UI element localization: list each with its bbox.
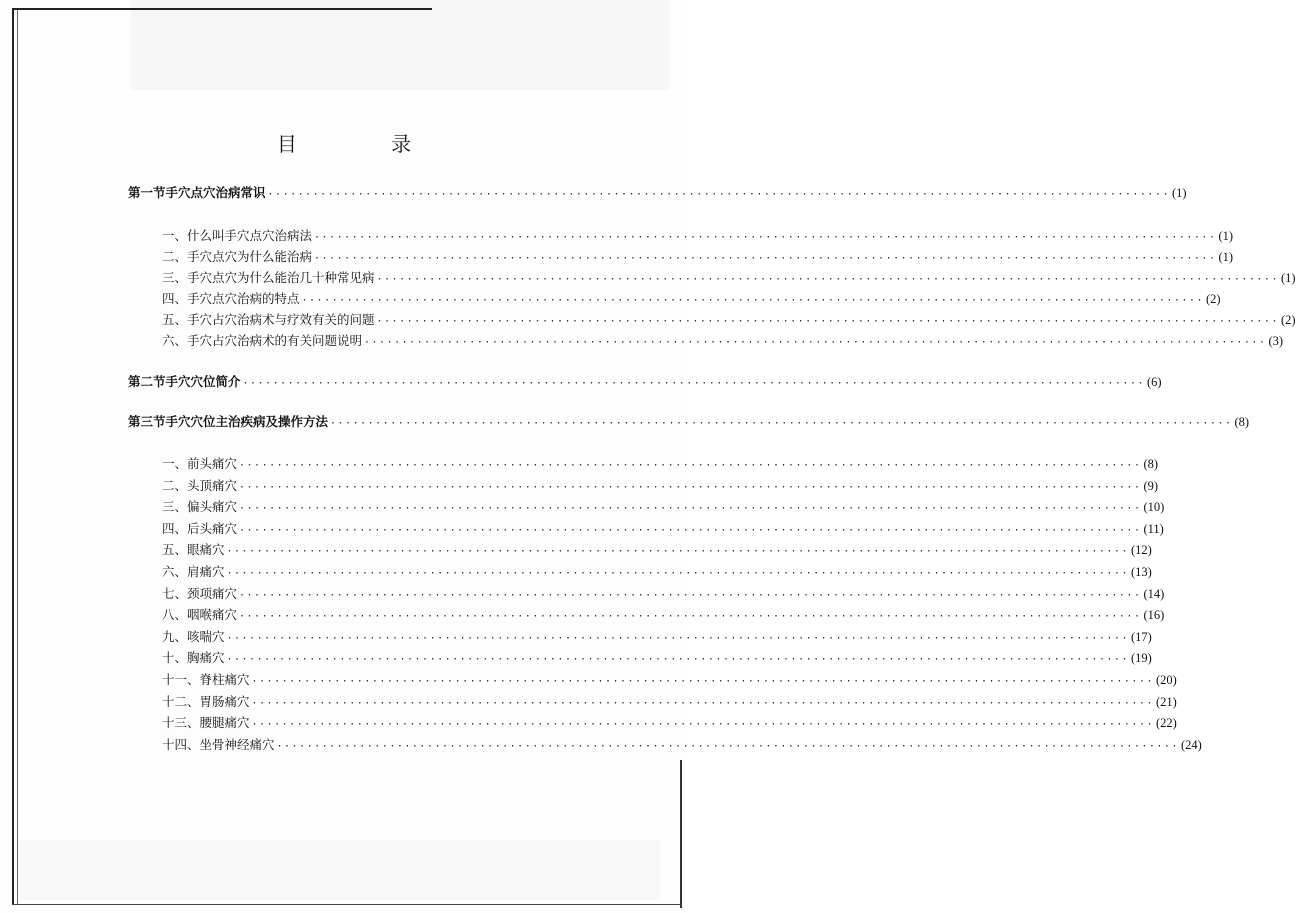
toc-entry-title: 二、手穴点穴为什么能治病 [162,249,313,264]
toc-entry[interactable] [162,477,1159,496]
dot-leader: ························································································································ [276,740,1179,752]
toc-entry[interactable] [162,228,1234,246]
toc-page-number: (16) [1143,608,1165,623]
toc-page-number: (8) [1143,457,1159,471]
toc-entry[interactable] [162,650,1152,668]
dot-leader: ························································································································ [314,253,1217,264]
toc-page-number: (14) [1143,586,1165,601]
dot-leader: ························································································································ [364,337,1267,348]
toc-entry-title: 七、颈项痛穴 [162,585,238,601]
dot-leader: ························································································································ [251,719,1154,731]
dot-leader: ························································································································ [239,611,1142,623]
toc-page-number: (11) [1143,521,1164,536]
dot-leader: ························································································································ [251,697,1154,709]
dot-leader: ························································································································ [376,274,1279,285]
toc-page-number: (2) [1280,313,1296,327]
dot-leader: ························································································································ [376,316,1279,327]
toc-entry[interactable] [162,672,1177,690]
dot-leader: ························································································································ [226,568,1129,579]
toc-entry-title: 十四、坐骨神经痛穴 [162,736,275,752]
toc-entry-title: 手穴穴位简介 [165,374,241,389]
toc-entry-title: 十三、腰腿痛穴 [162,715,250,731]
dot-leader: ························································································································ [239,503,1142,515]
toc-entry-title: 五、手穴占穴治病术与疗效有关的问题 [162,312,375,327]
toc-entry-title: 一、前头痛穴 [162,456,238,471]
toc-entry-title: 十一、脊柱痛穴 [162,672,250,687]
toc-entry[interactable] [162,520,1164,539]
toc-entry-title: 三、手穴点穴为什么能治几十种常见病 [162,270,375,285]
dot-leader: ························································································································ [251,676,1154,687]
toc-page-number: (8) [1234,415,1250,429]
toc-page-number: (13) [1130,565,1152,579]
dot-leader: ························································································································ [239,524,1142,536]
toc-entry-title: 六、肩痛穴 [162,564,225,579]
toc-entry[interactable] [162,499,1165,517]
dot-leader: ························································································································ [239,460,1142,471]
dot-leader: ························································································································ [239,589,1142,601]
toc-entry[interactable] [162,291,1221,309]
toc-entry-title: 手穴点穴治病常识 [165,185,266,200]
toc-section-number: 第二节 [128,374,166,389]
toc-entry-title: 五、眼痛穴 [162,542,225,558]
toc-entry-title: 手穴穴位主治疾病及操作方法 [165,414,329,429]
toc-entry[interactable] [162,312,1296,330]
toc-page-number: (12) [1130,543,1152,558]
toc-entry-title: 九、咳喘穴 [162,628,225,644]
toc-page-number: (3) [1268,334,1284,348]
toc-entry[interactable] [162,456,1159,474]
toc-entry[interactable] [162,693,1177,712]
toc-page-number: (22) [1155,716,1177,731]
toc-page-number: (2) [1205,292,1221,306]
dot-leader: ························································································································ [301,295,1204,306]
toc-page-number: (20) [1155,673,1177,687]
toc-entry[interactable] [162,628,1152,647]
toc-entry-title: 十、胸痛穴 [162,650,225,666]
toc-entry-title: 八、咽喉痛穴 [162,607,238,623]
toc-page-number: (10) [1143,500,1165,515]
dot-leader: ························································································································ [226,654,1129,666]
toc-entry-title: 十二、胃肠痛穴 [162,693,250,709]
toc-page-number: (21) [1155,694,1177,709]
toc-section-entry[interactable] [128,414,1250,432]
toc-entry[interactable] [162,585,1165,604]
dot-leader: ························································································································ [226,632,1129,644]
page-title: 目 录 [276,132,456,156]
dot-leader: ························································································································ [226,546,1129,558]
toc-entry-title: 四、后头痛穴 [162,520,238,536]
dot-leader: ························································································································ [314,232,1217,243]
toc-page-number: (1) [1218,229,1234,243]
toc-entry[interactable] [162,715,1177,733]
toc-page-number: (19) [1130,651,1152,666]
toc-entry-title: 一、什么叫手穴点穴治病法 [162,228,313,243]
toc-page-number: (1) [1172,186,1187,200]
toc-entry-title: 三、偏头痛穴 [162,499,238,515]
toc-entry-title: 六、手穴占穴治病术的有关问题说明 [162,333,363,348]
toc-entry[interactable] [162,542,1152,560]
toc-entry[interactable] [162,607,1165,625]
toc-page-number: (17) [1130,629,1152,644]
dot-leader: ························································································································ [267,189,1170,200]
toc-page-number: (1) [1218,250,1234,264]
toc-page-number: (24) [1180,737,1202,752]
toc-entry-title: 四、手穴点穴治病的特点 [162,291,300,306]
toc-entry[interactable] [162,333,1284,351]
toc-page-number: (1) [1280,271,1296,285]
toc-section-entry[interactable] [128,185,1187,203]
toc-section-number: 第一节 [128,185,166,200]
toc-entry-title: 二、头顶痛穴 [162,477,238,493]
toc-entry[interactable] [162,736,1202,755]
toc-section-number: 第三节 [128,414,166,429]
dot-leader: ························································································································ [239,481,1142,493]
toc-entry[interactable] [162,270,1296,288]
toc-page-number: (9) [1143,478,1159,493]
dot-leader: ························································································································ [330,418,1233,429]
toc-page-number: (6) [1147,375,1162,389]
toc-entry[interactable] [162,249,1234,267]
toc-entry[interactable] [162,564,1152,582]
toc-section-entry[interactable] [128,374,1162,392]
dot-leader: ························································································································ [242,378,1145,389]
